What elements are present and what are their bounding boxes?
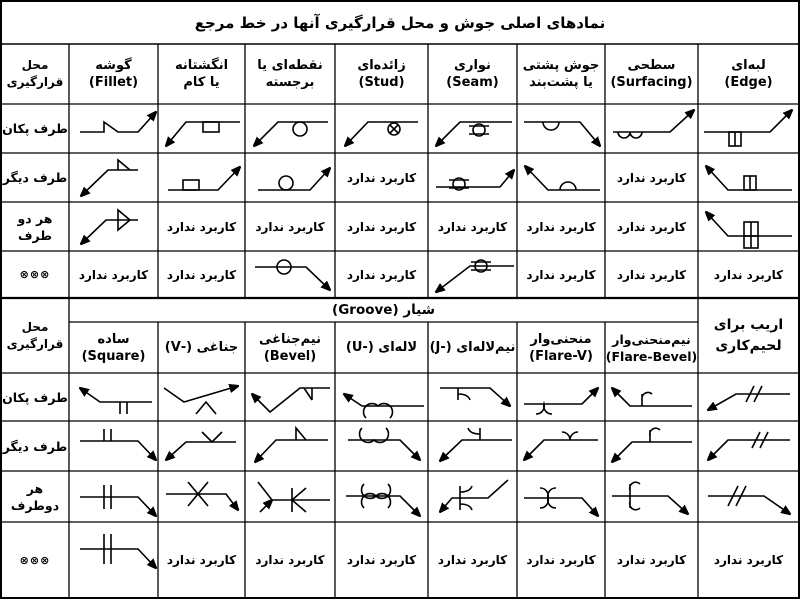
column-header-plug: انگشتانه یا کام bbox=[174, 58, 229, 90]
not-applicable-text: کاربرد ندارد bbox=[713, 553, 784, 567]
location-header-bottom: محل قرارگیری bbox=[6, 319, 64, 351]
edge-weld-symbol bbox=[704, 110, 792, 146]
not-applicable-text: کاربرد ندارد bbox=[713, 267, 784, 282]
not-applicable-text: کاربرد ندارد bbox=[616, 267, 687, 282]
not-applicable-text: کاربرد ندارد bbox=[437, 553, 508, 567]
column-header-flare-bevel: نیم‌منحنی‌وار (Flare-Bevel) bbox=[605, 331, 698, 364]
not-applicable-text: کاربرد ندارد bbox=[166, 219, 237, 234]
not-applicable-text: کاربرد ندارد bbox=[437, 219, 508, 234]
row-label-other-side: طرف دیگر bbox=[2, 170, 68, 185]
fillet-weld-symbol bbox=[81, 210, 138, 244]
braze-bevel-symbol bbox=[708, 432, 790, 460]
not-applicable-text: کاربرد ندارد bbox=[346, 170, 417, 185]
edge-weld-symbol bbox=[706, 212, 792, 248]
square-groove-symbol bbox=[80, 534, 156, 568]
column-header-v: جناغی (-V) bbox=[164, 340, 239, 355]
row-label-arrow-side: طرف پکان bbox=[2, 121, 68, 136]
not-applicable-text: کاربرد ندارد bbox=[346, 553, 417, 567]
braze-bevel-symbol bbox=[708, 486, 790, 514]
braze-bevel-symbol bbox=[708, 386, 790, 410]
u-groove-symbol bbox=[348, 428, 420, 460]
not-applicable-text: کاربرد ندارد bbox=[526, 553, 596, 567]
column-header-seam: نواری (Seam) bbox=[446, 58, 499, 90]
column-header-u: لاله‌ای (-U) bbox=[345, 340, 418, 355]
not-applicable-text: کاربرد ندارد bbox=[526, 267, 596, 282]
seam-weld-symbol bbox=[436, 260, 514, 292]
v-groove-symbol bbox=[166, 432, 236, 460]
groove-title: شیار (Groove) bbox=[332, 302, 435, 318]
square-groove-symbol bbox=[80, 485, 156, 516]
not-applicable-text: کاربرد ندارد bbox=[526, 219, 596, 234]
column-header-back: جوش پشتی یا پشت‌بند bbox=[522, 58, 600, 90]
not-applicable-text: کاربرد ندارد bbox=[346, 267, 417, 282]
not-applicable-text: کاربرد ندارد bbox=[616, 170, 687, 185]
page-title: نمادهای اصلی جوش و محل قرارگیری آنها در خط مرجع bbox=[194, 14, 606, 32]
row-label-other: ⊗⊗⊗ bbox=[19, 268, 51, 281]
spot-weld-symbol bbox=[255, 260, 330, 290]
column-header-fillet: گوشه (Fillet) bbox=[88, 58, 139, 90]
j-groove-symbol bbox=[440, 428, 512, 461]
not-applicable-text: کاربرد ندارد bbox=[346, 219, 417, 234]
back-weld-symbol bbox=[524, 122, 600, 146]
stud-weld-symbol bbox=[345, 122, 418, 146]
location-header-top: محل قرارگیری bbox=[6, 58, 64, 89]
flare-bevel-groove-symbol bbox=[612, 428, 692, 462]
bevel-groove-symbol bbox=[255, 428, 328, 462]
column-header-bevel: نیم‌جناغی (Bevel) bbox=[259, 331, 321, 364]
seam-weld-symbol bbox=[436, 170, 514, 190]
spot-weld-symbol bbox=[254, 122, 328, 146]
u-groove-symbol bbox=[346, 484, 420, 516]
v-groove-symbol bbox=[166, 482, 238, 510]
column-header-braze: اریب برای لحیم‌کاری bbox=[713, 316, 784, 354]
not-applicable-text: کاربرد ندارد bbox=[255, 219, 325, 234]
j-groove-symbol bbox=[440, 480, 508, 512]
spot-weld-symbol bbox=[258, 168, 330, 190]
fillet-weld-symbol bbox=[80, 112, 156, 132]
fillet-weld-symbol bbox=[81, 160, 138, 196]
square-groove-symbol bbox=[80, 388, 152, 414]
seam-weld-symbol bbox=[436, 122, 512, 146]
back-weld-symbol bbox=[525, 166, 600, 190]
column-header-square: ساده (Square) bbox=[81, 331, 146, 364]
row-label-both-sides: هر دوطرف bbox=[10, 480, 60, 513]
row-label-other: ⊗⊗⊗ bbox=[19, 553, 51, 567]
plug-weld-symbol bbox=[168, 167, 240, 190]
not-applicable-text: کاربرد ندارد bbox=[166, 267, 237, 282]
not-applicable-text: کاربرد ندارد bbox=[616, 553, 687, 567]
column-header-edge: لبه‌ای (Edge) bbox=[724, 58, 773, 90]
not-applicable-text: کاربرد ندارد bbox=[616, 219, 687, 234]
edge-weld-symbol bbox=[706, 166, 792, 190]
row-label-both-sides: هر دو طرف bbox=[17, 210, 53, 243]
u-groove-symbol bbox=[344, 394, 424, 418]
not-applicable-text: کاربرد ندارد bbox=[166, 553, 237, 567]
column-header-stud: زائده‌ای (Stud) bbox=[357, 58, 406, 90]
not-applicable-text: کاربرد ندارد bbox=[255, 553, 325, 567]
bevel-groove-symbol bbox=[252, 388, 330, 412]
flare-v-groove-symbol bbox=[524, 432, 598, 460]
row-label-other-side: طرف دیگر bbox=[2, 438, 68, 454]
surfacing-weld-symbol bbox=[613, 110, 694, 138]
column-header-spot: نقطه‌ای یا برجسته bbox=[257, 58, 323, 90]
column-header-flare-v: منحنی‌وار (Flare-V) bbox=[529, 331, 593, 364]
not-applicable-text: کاربرد ندارد bbox=[78, 267, 149, 282]
bevel-groove-symbol bbox=[258, 482, 330, 512]
flare-v-groove-symbol bbox=[524, 488, 598, 516]
column-header-surfacing: سطحی (Surfacing) bbox=[610, 58, 693, 90]
j-groove-symbol bbox=[440, 388, 510, 406]
square-groove-symbol bbox=[80, 429, 156, 460]
v-groove-symbol bbox=[164, 386, 238, 414]
column-header-j: نیم‌لاله‌ای (-J) bbox=[429, 340, 516, 355]
flare-bevel-groove-symbol bbox=[612, 482, 688, 514]
plug-weld-symbol bbox=[166, 122, 240, 146]
flare-v-groove-symbol bbox=[524, 388, 598, 414]
flare-bevel-groove-symbol bbox=[612, 388, 692, 406]
row-label-arrow-side: طرف پکان bbox=[2, 389, 68, 405]
